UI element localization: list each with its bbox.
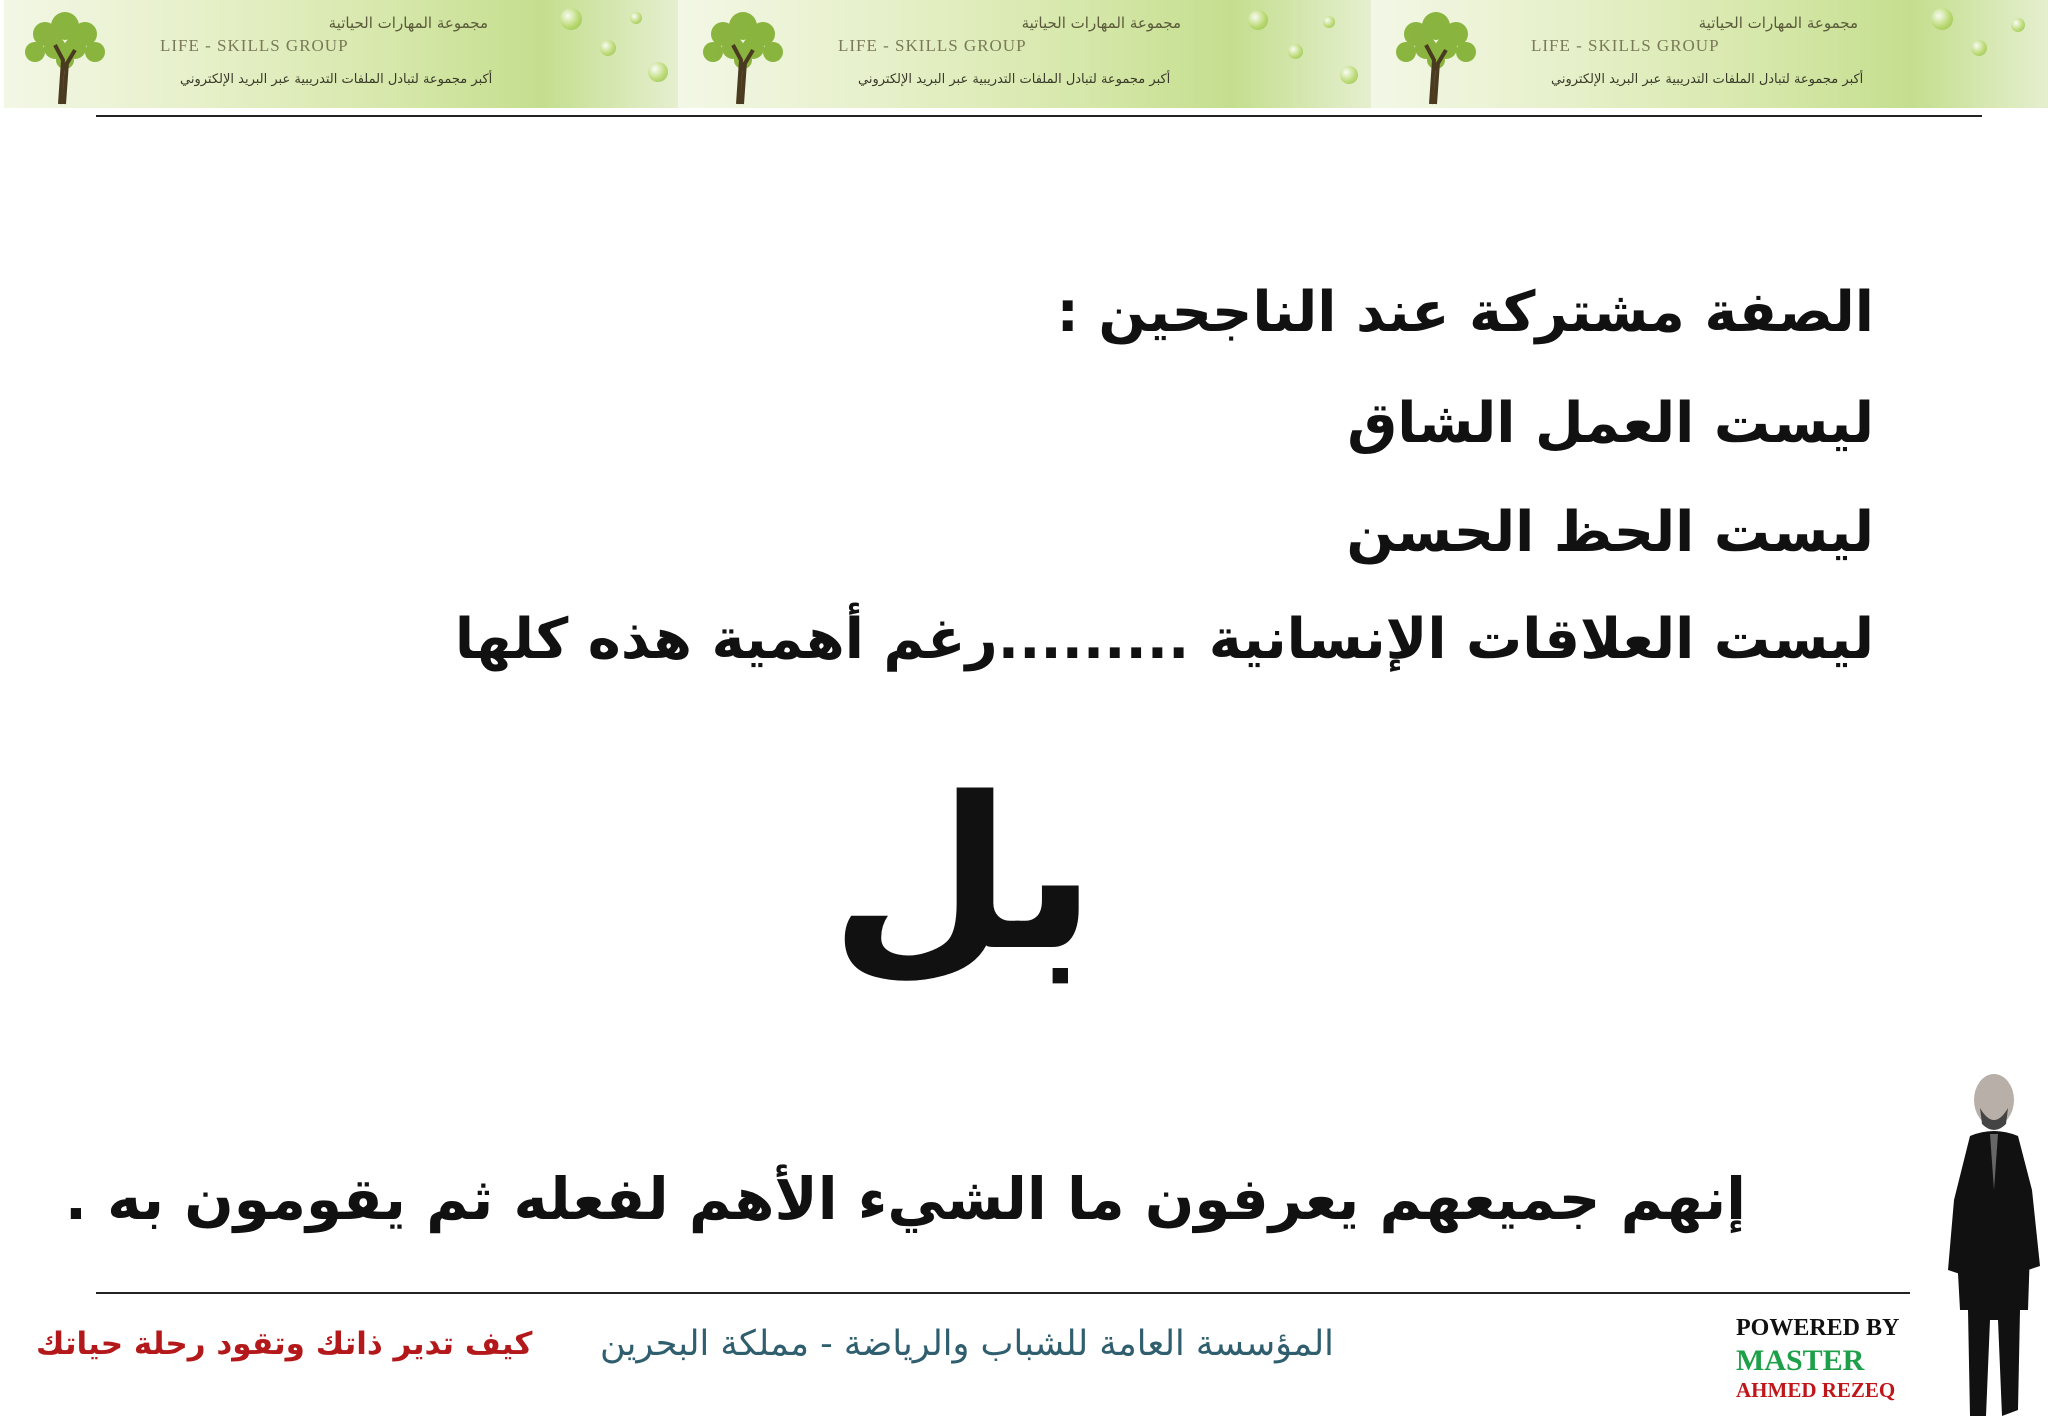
banner-tile bbox=[678, 0, 1371, 108]
banner-arabic-title: مجموعة المهارات الحياتية bbox=[328, 14, 488, 32]
content-line-heading: الصفة مشتركة عند الناجحين : bbox=[1056, 280, 1874, 345]
author-name: AHMED REZEQ bbox=[1736, 1377, 1896, 1402]
banner-arabic-subtitle: أكبر مجموعة لتبادل الملفات التدريبية عبر البريد الإلكتروني bbox=[180, 72, 493, 87]
powered-by-credit bbox=[1736, 1316, 1899, 1401]
header-banner bbox=[0, 0, 2048, 108]
presenter-silhouette-icon bbox=[1940, 1070, 2048, 1418]
banner-arabic-subtitle: أكبر مجموعة لتبادل الملفات التدريبية عبر البريد الإلكتروني bbox=[1551, 72, 1864, 87]
banner-arabic-title: مجموعة المهارات الحياتية bbox=[1021, 14, 1181, 32]
conclusion-text: إنهم جميعهم يعرفون ما الشيء الأهم لفعله ثم يقومون به . bbox=[64, 1165, 1746, 1233]
presentation-title: كيف تدير ذاتك وتقود رحلة حياتك bbox=[36, 1326, 533, 1362]
header-divider bbox=[96, 115, 1982, 117]
banner-tile bbox=[0, 0, 678, 108]
content-line-good-luck: ليست الحظ الحسن bbox=[1346, 500, 1874, 565]
banner-arabic-title: مجموعة المهارات الحياتية bbox=[1698, 14, 1858, 32]
content-line-hard-work: ليست العمل الشاق bbox=[1347, 391, 1874, 456]
banner-english-title: LIFE - SKILLS GROUP bbox=[1531, 36, 1720, 55]
banner-arabic-subtitle: أكبر مجموعة لتبادل الملفات التدريبية عبر البريد الإلكتروني bbox=[858, 72, 1171, 87]
tree-logo-icon bbox=[1371, 0, 1501, 108]
banner-english-title: LIFE - SKILLS GROUP bbox=[160, 36, 349, 55]
footer-divider bbox=[96, 1292, 1910, 1294]
banner-english-title: LIFE - SKILLS GROUP bbox=[838, 36, 1027, 55]
master-label: MASTER bbox=[1736, 1344, 1865, 1378]
powered-by-label: POWERED BY bbox=[1736, 1315, 1900, 1341]
tree-logo-icon bbox=[678, 0, 808, 108]
tree-logo-icon bbox=[0, 0, 130, 108]
emphasis-word: بل bbox=[830, 752, 1097, 997]
content-line-relationships: ليست العلاقات الإنسانية .........رغم أهمية هذه كلها bbox=[454, 607, 1874, 672]
organization-name: المؤسسة العامة للشباب والرياضة - مملكة البحرين bbox=[600, 1324, 1334, 1364]
banner-tile bbox=[1371, 0, 2048, 108]
